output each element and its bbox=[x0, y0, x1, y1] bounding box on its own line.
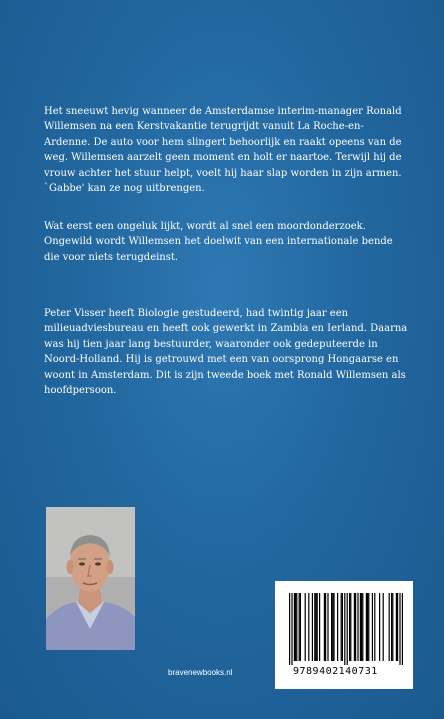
barcode-bar bbox=[294, 593, 295, 661]
barcode-bars bbox=[275, 581, 413, 665]
barcode-bar bbox=[324, 593, 325, 661]
publisher-website: bravenewbooks.nl bbox=[168, 668, 233, 677]
author-photo bbox=[46, 507, 135, 650]
barcode-bar bbox=[366, 593, 367, 661]
barcode-bar bbox=[372, 593, 373, 661]
barcode-bar bbox=[347, 593, 348, 665]
barcode bbox=[275, 581, 413, 689]
barcode-bar bbox=[402, 593, 403, 665]
author-portrait-image bbox=[46, 507, 135, 650]
barcode-bar bbox=[357, 593, 358, 661]
barcode-bar bbox=[289, 593, 290, 665]
barcode-bar bbox=[383, 593, 384, 661]
barcode-bar bbox=[389, 593, 390, 661]
barcode-bar bbox=[350, 593, 351, 661]
barcode-bar bbox=[337, 593, 338, 661]
blurb-paragraph-2: Wat eerst een ongeluk lijkt, wordt al snel een moordonderzoek. Ongewild wordt Willemsen het doelwit van een internationale bende die voor niets terugdeinst. bbox=[44, 221, 393, 263]
barcode-bar bbox=[354, 593, 355, 661]
barcode-bar bbox=[355, 593, 356, 661]
barcode-bar bbox=[399, 593, 400, 665]
barcode-bar bbox=[319, 593, 320, 661]
barcode-bar bbox=[341, 593, 342, 661]
barcode-bar bbox=[368, 593, 369, 661]
barcode-bar bbox=[367, 593, 368, 661]
barcode-bar bbox=[312, 593, 313, 661]
barcode-bar bbox=[344, 593, 345, 665]
barcode-bar bbox=[362, 593, 363, 661]
barcode-bar bbox=[349, 593, 350, 661]
barcode-bar bbox=[314, 593, 315, 661]
barcode-bar bbox=[315, 593, 316, 661]
barcode-bar bbox=[392, 593, 393, 661]
barcode-bar bbox=[317, 593, 318, 661]
barcode-bar bbox=[374, 593, 375, 661]
barcode-bar bbox=[300, 593, 301, 661]
barcode-bar bbox=[291, 593, 292, 665]
barcode-bar bbox=[391, 593, 392, 661]
barcode-bar bbox=[361, 593, 362, 661]
barcode-bar bbox=[295, 593, 296, 661]
isbn-number: 9789402140731 bbox=[293, 666, 378, 677]
barcode-bar bbox=[360, 593, 361, 661]
barcode-bar bbox=[296, 593, 297, 661]
barcode-bar bbox=[342, 593, 343, 661]
barcode-bar bbox=[333, 593, 334, 661]
author-bio: Peter Visser heeft Biologie gestudeerd, had twintig jaar een milieuadviesbureau en heeft ook gewerkt in Zambia en Ierland. Daarna was hij tien jaar lang bestuurder, waaronder ook gedeputeerde in Noord-Holland. Hij is getrouwd met een van oorsprong Hongaarse en woont in Amsterdam. Dit is zijn tweede boek met Ronald Willemsen als hoofdpersoon. bbox=[44, 308, 408, 397]
barcode-bar bbox=[379, 593, 380, 661]
barcode-bar bbox=[325, 593, 326, 661]
barcode-bar bbox=[396, 593, 397, 661]
barcode-bar bbox=[331, 593, 332, 661]
barcode-bar bbox=[299, 593, 300, 661]
barcode-bar bbox=[327, 593, 328, 661]
barcode-bar bbox=[397, 593, 398, 661]
blurb-paragraph-1: Het sneeuwt hevig wanneer de Amsterdamse interim-manager Ronald Willemsen na een Kerstvakantie terugrijdt vanuit La Roche-en-Ardenne. De auto voor hem slingert behoorlijk en raakt opeens van de weg. Willemsen aarzelt geen moment en holt er naartoe. Terwijl hij de vrouw achter het stuur helpt, voelt hij haar slap worden in zijn armen. `Gabbe' kan ze nog uitbrengen. bbox=[44, 106, 402, 195]
barcode-bar bbox=[332, 593, 333, 661]
barcode-bar bbox=[305, 593, 306, 661]
barcode-bar bbox=[308, 593, 309, 661]
